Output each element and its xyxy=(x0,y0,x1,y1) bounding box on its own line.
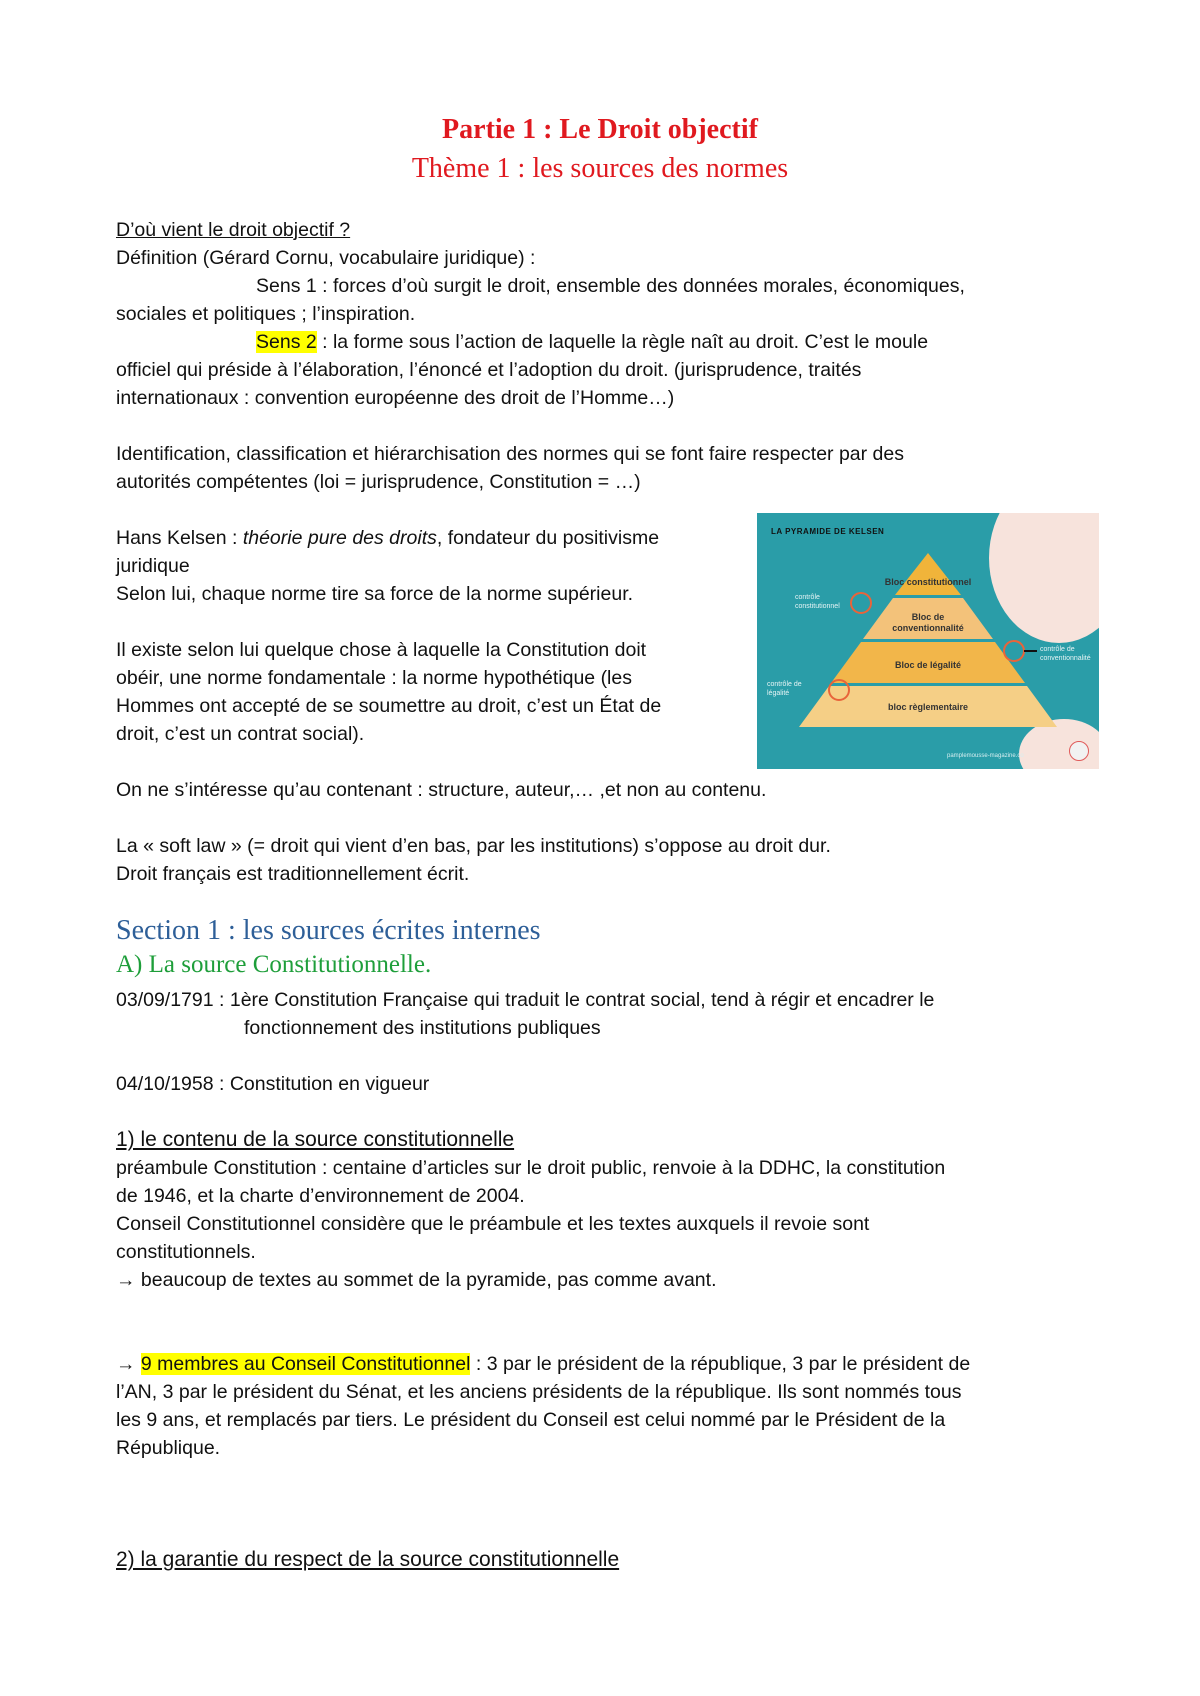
kelsen-prefix: Hans Kelsen : xyxy=(116,527,243,549)
softlaw-line: La « soft law » (= droit qui vient d’en bas, par les institutions) s’oppose au droit dur. xyxy=(116,835,831,857)
note-controle-constitutionnel: contrôle constitutionnel xyxy=(795,594,840,610)
kelsen-line-1 xyxy=(116,524,659,552)
conseil-line-2: constitutionnels. xyxy=(116,1241,256,1263)
page-title: Partie 1 : Le Droit objectif xyxy=(442,114,758,145)
conseil-line-1: Conseil Constitutionnel considère que le préambule et les textes auxquels il revoie sont xyxy=(116,1213,870,1235)
contenant-line: On ne s’intéresse qu’au contenant : structure, auteur,… ,et non au contenu. xyxy=(116,779,767,801)
level-2-label: Bloc de conventionnalité xyxy=(892,612,964,633)
exist-line-1: Il existe selon lui quelque chose à laquelle la Constitution doit xyxy=(116,639,647,661)
kelsen-line-3: Selon lui, chaque norme tire sa force de la norme supérieur. xyxy=(116,583,634,605)
note-controle-legalite: contrôle de légalité xyxy=(767,681,802,697)
intro-question: D’où vient le droit objectif ? xyxy=(116,219,351,241)
pyramid-level-1 xyxy=(895,553,961,595)
brand-logo-icon xyxy=(1069,741,1089,761)
kelsen-pyramid-figure xyxy=(757,513,1099,769)
sens1-line-1: Sens 1 : forces d’où surgit le droit, ensemble des données morales, économiques, xyxy=(256,275,965,297)
page-subtitle: Thème 1 : les sources des normes xyxy=(411,153,789,184)
members-text: : 3 par le président de la république, 3 par le président de xyxy=(470,1353,971,1375)
members-highlight: 9 membres au Conseil Constitutionnel xyxy=(140,1353,471,1375)
members-line-1 xyxy=(116,1350,970,1378)
members-line-4: République. xyxy=(116,1437,221,1459)
pyramid-graphic xyxy=(757,513,1099,769)
preambule-line-2: de 1946, et la charte d’environnement de 2004. xyxy=(116,1185,525,1207)
sens2-line-1 xyxy=(256,328,928,356)
note-controle-conventionnalite: contrôle de conventionnalité xyxy=(1040,646,1091,662)
part-1-title: 1) le contenu de la source constitutionnelle xyxy=(116,1128,515,1151)
kelsen-line-2: juridique xyxy=(116,555,190,577)
ring-conventionnalite xyxy=(1004,641,1024,661)
date-1958-line: 04/10/1958 : Constitution en vigueur xyxy=(116,1073,430,1095)
arrow-icon: → xyxy=(116,1353,141,1375)
part-2-title: 2) la garantie du respect de la source constitutionnelle xyxy=(116,1548,620,1571)
identification-line-2: autorités compétentes (loi = jurisprudence, Constitution = …) xyxy=(116,471,641,493)
pyramid-arrow-line: → beaucoup de textes au sommet de la pyramide, pas comme avant. xyxy=(116,1269,717,1291)
level-3-label: Bloc de légalité xyxy=(894,660,962,670)
sens1-line-2: sociales et politiques ; l’inspiration. xyxy=(116,303,416,325)
ecrit-line: Droit français est traditionnellement écrit. xyxy=(116,863,470,885)
level-1-label: Bloc constitutionnel xyxy=(884,577,972,587)
date-1791-line: 03/09/1791 : 1ère Constitution Française qui traduit le contrat social, tend à régir et encadrer le xyxy=(116,989,935,1011)
sens2-highlight: Sens 2 xyxy=(256,331,317,353)
exist-line-3: Hommes ont accepté de se soumettre au droit, c’est un État de xyxy=(116,695,662,717)
members-line-3: les 9 ans, et remplacés par tiers. Le président du Conseil est celui nommé par le Président de la xyxy=(116,1409,946,1431)
exist-line-4: droit, c’est un contrat social). xyxy=(116,723,365,745)
members-line-2: l’AN, 3 par le président du Sénat, et les anciens présidents de la république. Ils sont nommés tous xyxy=(116,1381,962,1403)
definition-line: Définition (Gérard Cornu, vocabulaire juridique) : xyxy=(116,247,536,269)
kelsen-suffix: , fondateur du positivisme xyxy=(436,527,660,549)
preambule-line-1: préambule Constitution : centaine d’articles sur le droit public, renvoie à la DDHC, la constitution xyxy=(116,1157,946,1179)
date-1791-continued: fonctionnement des institutions publiques xyxy=(244,1017,601,1039)
exist-line-2: obéir, une norme fondamentale : la norme hypothétique (les xyxy=(116,667,632,689)
figure-source: pamplemousse-magazine.co xyxy=(947,753,1024,759)
sens2-line-3: internationaux : convention européenne des droit de l’Homme…) xyxy=(116,387,675,409)
identification-line-1: Identification, classification et hiérarchisation des normes qui se font faire respecter par des xyxy=(116,443,904,465)
section-1-title: Section 1 : les sources écrites internes xyxy=(116,915,541,946)
kelsen-theory: théorie pure des droits xyxy=(242,527,437,549)
sens2-line-2: officiel qui préside à l’élaboration, l’énoncé et l’adoption du droit. (jurisprudence, traités xyxy=(116,359,862,381)
sens2-text: : la forme sous l’action de laquelle la règle naît au droit. C’est le moule xyxy=(316,331,929,353)
level-4-label: bloc règlementaire xyxy=(887,702,969,712)
figure-title: LA PYRAMIDE DE KELSEN xyxy=(771,527,885,536)
subsection-a-title: A) La source Constitutionnelle. xyxy=(116,951,432,978)
